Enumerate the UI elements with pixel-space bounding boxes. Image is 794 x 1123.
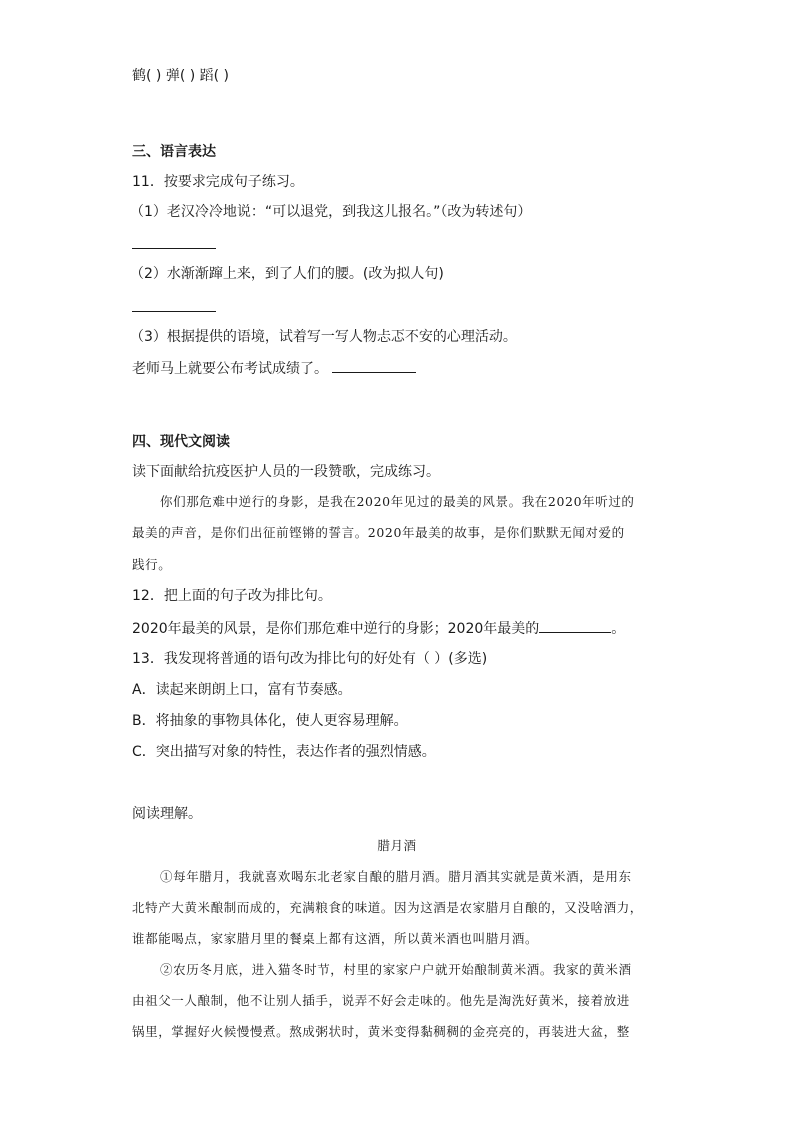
question-11-3-context <box>132 358 416 379</box>
section-4-heading: 四、现代文阅读 <box>132 434 230 450</box>
option-a[interactable]: A．读起来朗朗上口，富有节奏感。 <box>132 682 352 698</box>
answer-blank-11-3[interactable] <box>332 358 416 373</box>
passage-line-3: 践行。 <box>132 557 172 572</box>
passage-line-1: 你们那危难中逆行的身影，是我在2020年见过的最美的风景。我在2020年听过的 <box>160 494 635 509</box>
option-b[interactable]: B．将抽象的事物具体化，使人更容易理解。 <box>132 713 408 729</box>
question-12: 12．把上面的句子改为排比句。 <box>132 588 332 604</box>
paragraph-1-line-3: 谁都能喝点，家家腊月里的餐桌上都有这酒，所以黄米酒也叫腊月酒。 <box>132 931 539 946</box>
paragraph-2-line-1: ②农历冬月底，进入猫冬时节，村里的家家户户就开始酿制黄米酒。我家的黄米酒 <box>160 962 632 977</box>
paragraph-2-line-3: 锅里，掌握好火候慢慢煮。熬成粥状时，黄米变得黏稠稠的金亮亮的，再装进大盆，整 <box>132 1024 630 1039</box>
paragraph-1-line-1: ①每年腊月，我就喜欢喝东北老家自酿的腊月酒。腊月酒其实就是黄米酒，是用东 <box>160 869 632 884</box>
reading-intro: 阅读理解。 <box>132 806 202 822</box>
paragraph-1-line-2: 北特产大黄米酿制而成的，充满粮食的味道。因为这酒是农家腊月自酿的，又没啥酒力， <box>132 900 643 915</box>
question-11-3: （3）根据提供的语境，试着写一写人物忐忑不安的心理活动。 <box>130 329 517 345</box>
pinyin-row: 鹤( ) 弹( ) 蹈( ) <box>132 68 230 84</box>
passage-line-2: 最美的声音，是你们出征前铿锵的誓言。2020年最美的故事，是你们默默无闻对爱的 <box>132 525 625 540</box>
section-4-intro: 读下面献给抗疫医护人员的一段赞歌，完成练习。 <box>132 464 440 480</box>
question-12-sentence <box>132 618 625 639</box>
answer-blank-12[interactable] <box>539 618 611 633</box>
question-11-1: （1）老汉冷冷地说：“可以退党，到我这儿报名。”（改为转述句） <box>130 204 532 220</box>
paragraph-2-line-2: 由祖父一人酿制，他不让别人插手，说弄不好会走味的。他先是淘洗好黄米，接着放进 <box>132 993 630 1008</box>
question-11-2: （2）水渐渐蹿上来，到了人们的腰。(改为拟人句) <box>130 266 444 282</box>
reading-title: 腊月酒 <box>377 838 417 853</box>
section-3-heading: 三、语言表达 <box>132 144 216 160</box>
question-11: 11．按要求完成句子练习。 <box>132 174 304 190</box>
question-12-end: 。 <box>611 621 626 637</box>
answer-line-11-1[interactable] <box>132 248 216 249</box>
option-c[interactable]: C．突出描写对象的特性，表达作者的强烈情感。 <box>132 744 436 760</box>
context-text: 老师马上就要公布考试成绩了。 <box>132 361 328 377</box>
answer-line-11-2[interactable] <box>132 311 216 312</box>
question-13: 13．我发现将普通的语句改为排比句的好处有（ ）(多选) <box>132 651 488 667</box>
question-12-text: 2020年最美的风景，是你们那危难中逆行的身影；2020年最美的 <box>132 621 540 637</box>
